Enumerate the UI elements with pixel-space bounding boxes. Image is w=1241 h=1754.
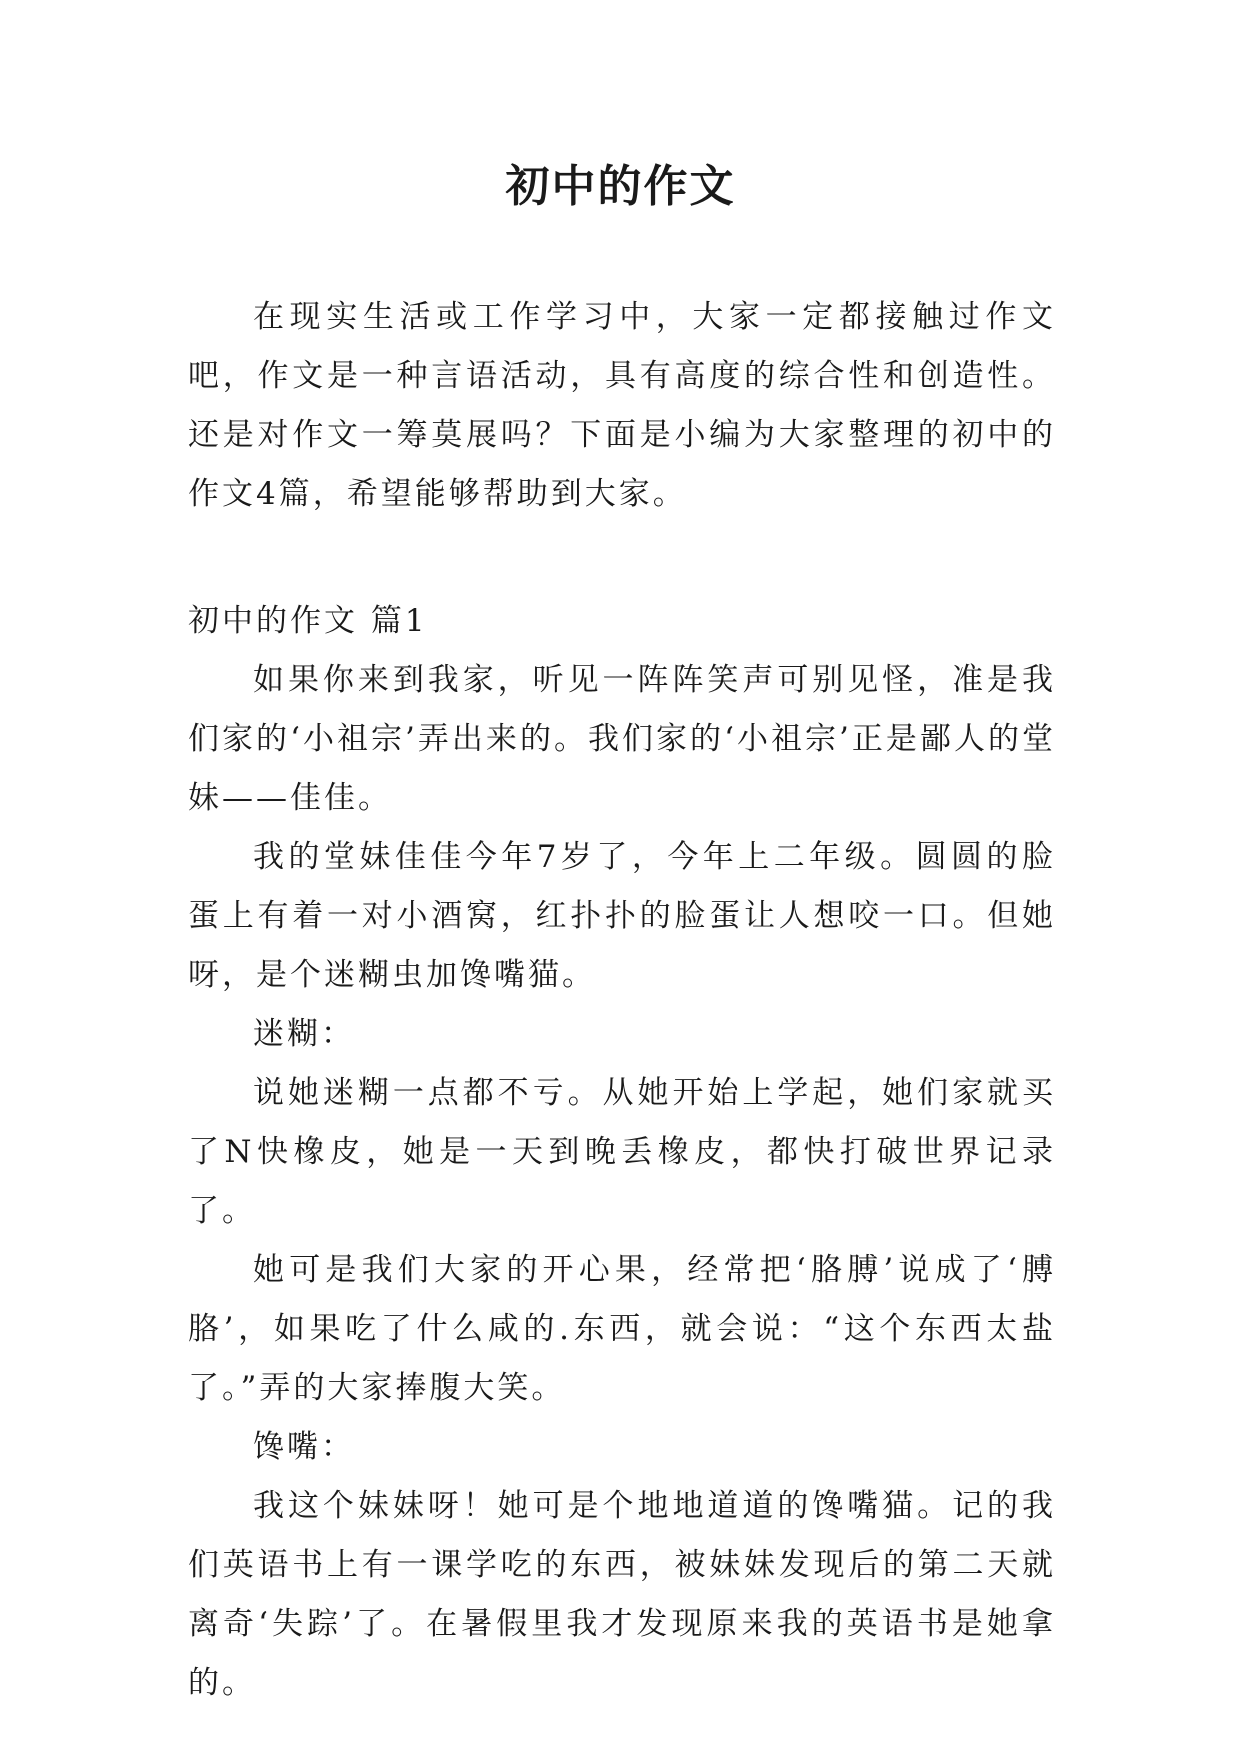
subheading-greedy: 馋嘴： <box>253 1429 355 1465</box>
document-title: 初中的作文 <box>505 161 736 212</box>
body-paragraph: 我的堂妹佳佳今年7岁了，今年上二年级。圆圆的脸蛋上有着一对小酒窝，红扑扑的脸蛋让人想咬一口。但她呀，是个迷糊虫加馋嘴猫。 <box>188 839 1056 993</box>
body-paragraph: 我这个妹妹呀！她可是个地地道道的馋嘴猫。记的我们英语书上有一课学吃的东西，被妹妹发现后的第二天就离奇‘失踪’了。在暑假里我才发现原来我的英语书是她拿的。 <box>188 1488 1056 1701</box>
body-paragraph: 如果你来到我家，听见一阵阵笑声可别见怪，准是我们家的‘小祖宗’弄出来的。我们家的‘小祖宗’正是鄙人的堂妹——佳佳。 <box>188 662 1056 816</box>
intro-paragraph: 在现实生活或工作学习中，大家一定都接触过作文吧，作文是一种言语活动，具有高度的综合性和创造性。还是对作文一筹莫展吗？下面是小编为大家整理的初中的作文4篇，希望能够帮助到大家。 <box>188 299 1056 512</box>
body-paragraph: 她可是我们大家的开心果，经常把‘胳膊’说成了‘膊胳’，如果吃了什么咸的.东西，就会说：“这个东西太盐了。”弄的大家捧腹大笑。 <box>188 1252 1056 1406</box>
subheading-confused: 迷糊： <box>253 1016 355 1052</box>
section-spacer <box>188 524 1056 592</box>
section-heading: 初中的作文 篇1 <box>188 603 428 639</box>
body-paragraph: 说她迷糊一点都不亏。从她开始上学起，她们家就买了N快橡皮，她是一天到晚丢橡皮，都快打破世界记录了。 <box>188 1075 1056 1229</box>
document-body <box>188 288 1056 1713</box>
